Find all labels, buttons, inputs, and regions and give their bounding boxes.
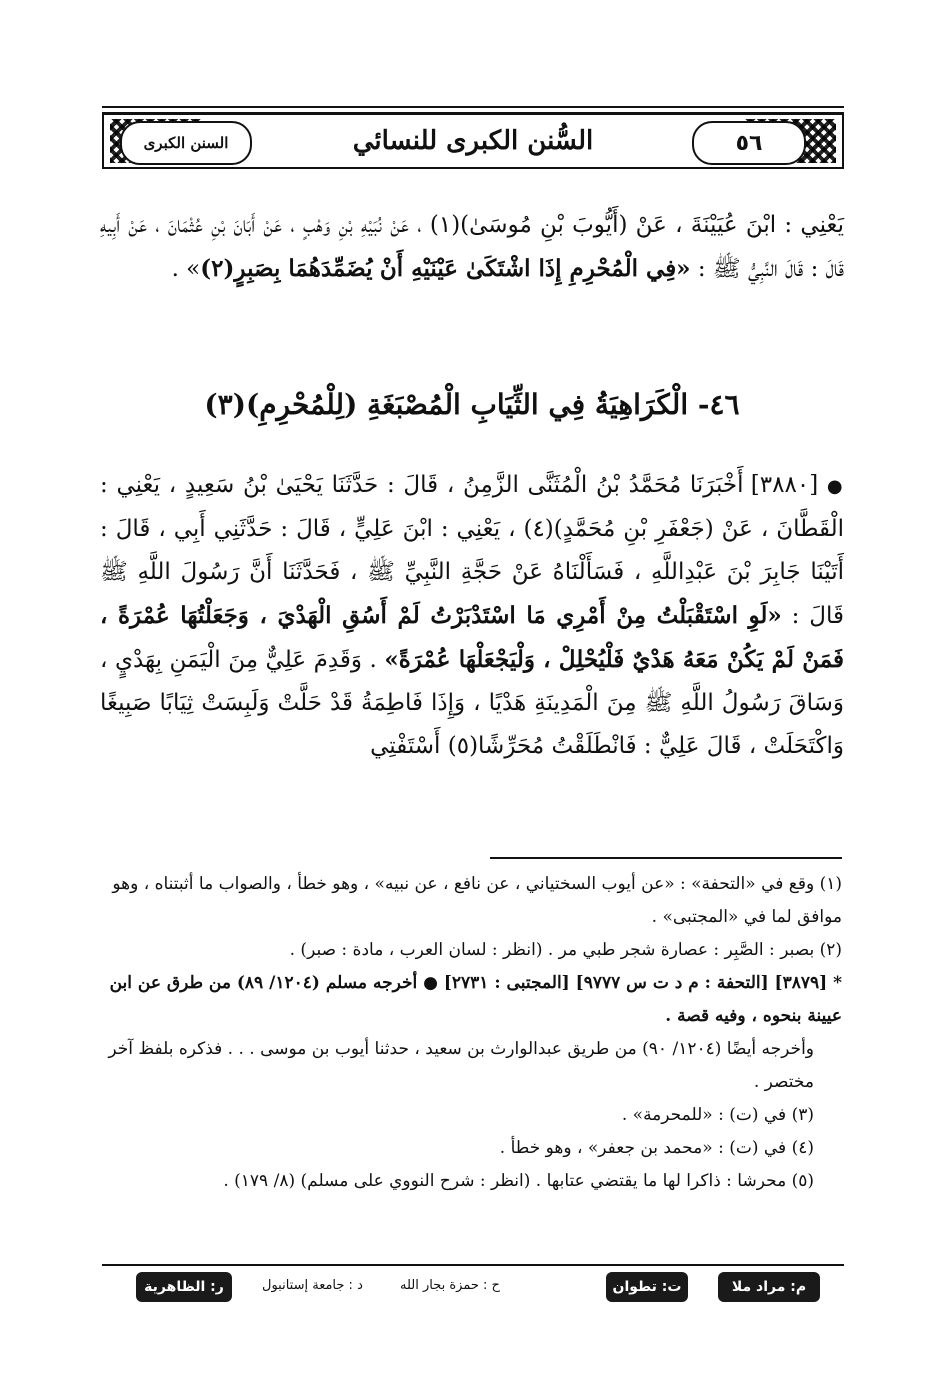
- book-title: السُّنن الكبرى للنسائي: [352, 126, 594, 156]
- hadith-text-1-end: يُضَمِّدَهُمَا بِصَبِرٍ(٢): [200, 255, 373, 282]
- paragraph-1: [100, 204, 844, 291]
- page-header: [102, 113, 844, 169]
- book-emblem: السنن الكبرى: [120, 121, 252, 165]
- footnote-divider: [490, 857, 842, 859]
- paragraph-1-line-1: يَعْنِي : ابْنَ عُيَيْنَةَ ، عَنْ (أَيُّوبَ بْنِ مُوسَىٰ)(١) ، عَنْ نُبَيْهِ بْنِ وَهْبٍ ، عَنْ أَبَانَ بْنِ: [211, 212, 845, 238]
- hadith-text-2: «لَوِ اسْتَقْبَلْتُ مِنْ أَمْرِي مَا اسْتَدْبَرْتُ لَمْ أَسُقِ الْهَدْيَ ، وَجَعَلْتُهَا عُمْرَةً ، فَمَنْ لَمْ يَكُنْ مَعَهُ هَدْيٌ فَلْيُحْلِلْ ، وَلْيَجْعَلْهَا عُمْرَةً»: [100, 602, 844, 673]
- manuscript-badge-r: ر: الظاهرية: [136, 1272, 232, 1302]
- source-note-1: * [٣٨٧٩] [التحفة : م د ت س ٩٧٧٧] [المجتبى : ٢٧٣١] ● أخرجه مسلم (١٢٠٤/ ٨٩) من طرق عن ابن عيينة بنحوه ، وفيه قصة .: [109, 973, 842, 1026]
- paragraph-1-line-2a: عُثْمَانَ ، عَنْ أَبِيهِ قَالَ : قَالَ النَّبِيُّ ﷺ :: [100, 212, 844, 282]
- manuscript-label-d: د : جامعة إستانبول: [262, 1278, 363, 1293]
- manuscript-label-h: ح : حمزة بجار الله: [400, 1278, 500, 1293]
- bullet-icon: ●: [826, 476, 844, 497]
- footnote-2: (٢) بصبر : الصَّبِر : عصارة شجر طبي مر . (انظر : لسان العرب ، مادة : صبر) .: [289, 940, 842, 960]
- footer-rule: [102, 1264, 844, 1266]
- section-heading: ٤٦- الْكَرَاهِيَةُ فِي الثِّيَابِ الْمُصْبَغَةِ (لِلْمُحْرِمِ)(٣): [204, 388, 740, 421]
- footnote-5: (٥) محرشا : ذاكرا لها ما يقتضي عتابها . (انظر : شرح النووي على مسلم) (٨/ ١٧٩) .: [223, 1171, 814, 1191]
- paragraph-2-rest: . وَقَدِمَ عَلِيٌّ مِنَ الْيَمَنِ بِهَدْيٍ ، وَسَاقَ رَسُولُ اللَّهِ ﷺ مِنَ الْمَدِينَةِ هَدْيًا ، وَإِذَا فَاطِمَةُ قَدْ حَلَّتْ وَلَبِسَتْ ثِيَابًا صَبِيغًا وَاكْتَحَلَتْ ، قَالَ عَلِيٌّ : فَانْطَلَقْتُ مُحَرِّشًا(٥) أَسْتَفْتِي: [100, 647, 844, 759]
- hadith-text-1: «فِي الْمُحْرِمِ إِذَا اشْتَكَىٰ عَيْنَيْهِ أَنْ: [379, 255, 691, 282]
- footnote-4: (٤) في (ت) : «محمد بن جعفر» ، وهو خطأ .: [499, 1138, 814, 1158]
- manuscript-badge-t: ت: تطوان: [606, 1272, 688, 1302]
- paragraph-1-close: » .: [171, 256, 201, 282]
- paragraph-2-intro: [٣٨٨٠] أَخْبَرَنَا مُحَمَّدُ بْنُ الْمُثَنَّى الزَّمِنُ ، قَالَ : حَدَّثَنَا يَحْيَىٰ بْنُ سَعِيدٍ ، يَعْنِي : الْقَطَّانَ ، عَنْ (جَعْفَرِ بْنِ مُحَمَّدٍ)(٤) ، يَعْنِي : ابْنَ عَلِيٍّ ، قَالَ : حَدَّثَنِي أَبِي ، قَالَ : أَتَيْنَا جَابِرَ بْنَ عَبْدِاللَّهِ ، فَسَأَلْنَاهُ عَنْ حَجَّةِ النَّبِيِّ ﷺ ، فَحَدَّثَنَا أَنَّ رَسُولَ اللَّهِ ﷺ قَالَ :: [100, 472, 844, 629]
- source-note-2: وأخرجه أيضًا (١٢٠٤/ ٩٠) من طريق عبدالوارث بن سعيد ، حدثنا أيوب بن موسى . . . فذكره بلفظ آخر مختصر .: [108, 1039, 814, 1092]
- manuscript-badge-m: م: مراد ملا: [718, 1272, 820, 1302]
- footnotes: [100, 868, 842, 1198]
- footnote-1: (١) وقع في «التحفة» : «عن أيوب السختياني ، عن نافع ، عن نبيه» ، وهو خطأ ، والصواب ما أثبتناه ، وهو موافق لما في «المجتبى» .: [112, 874, 842, 927]
- paragraph-2: [100, 464, 844, 768]
- page-number: ٥٦: [692, 121, 806, 165]
- footnote-3: (٣) في (ت) : «للمحرمة» .: [621, 1105, 814, 1125]
